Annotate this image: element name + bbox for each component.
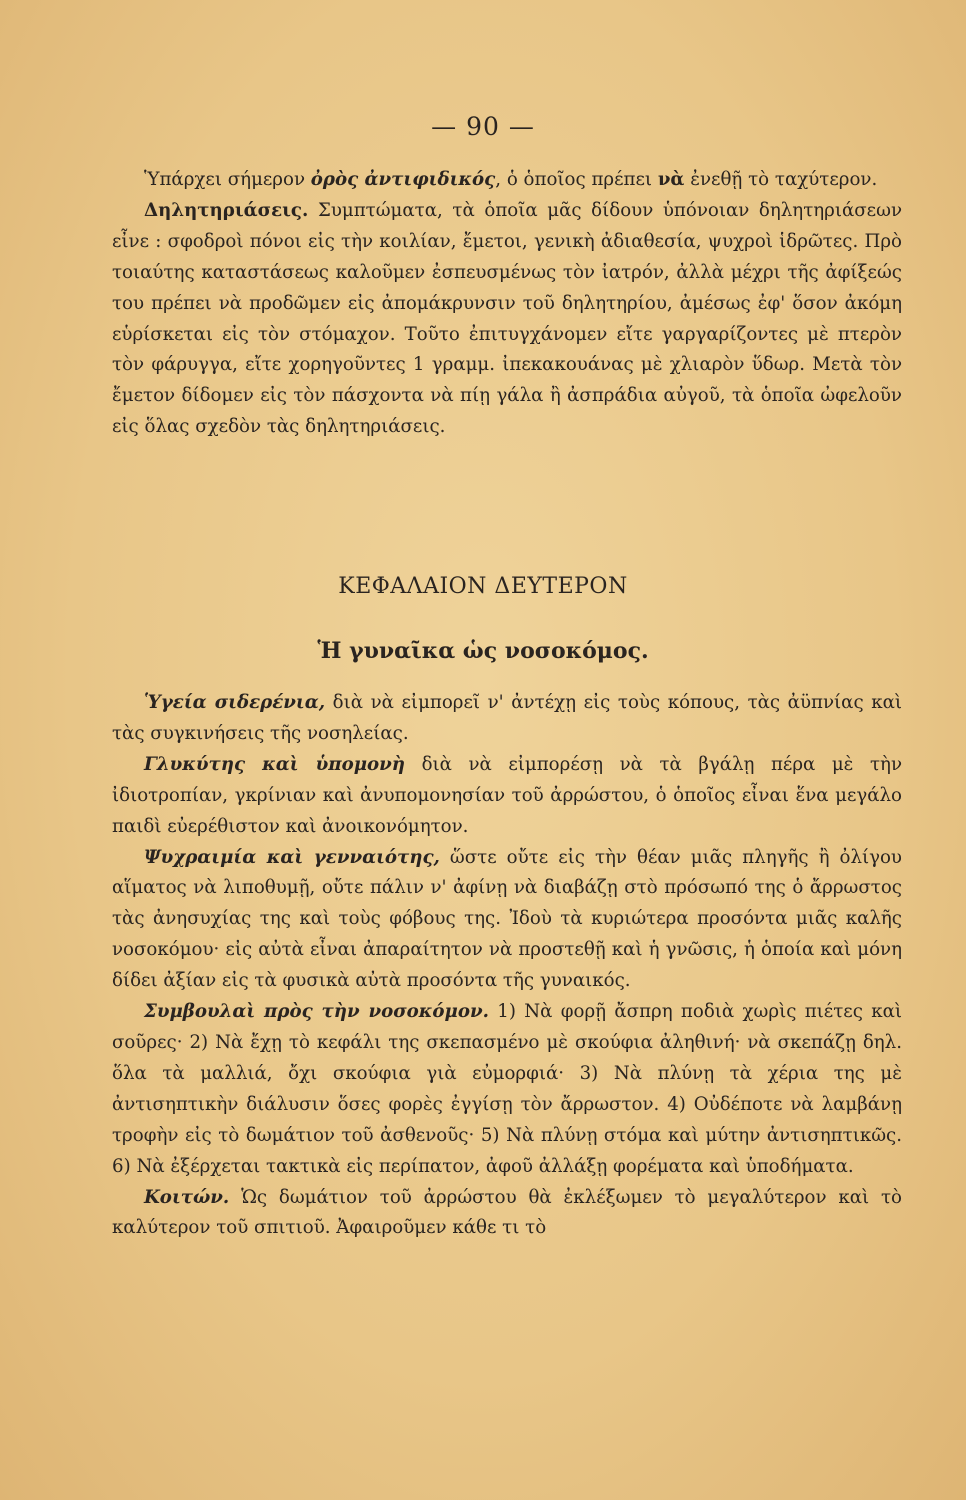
paragraph-text: ὥστε οὔτε εἰς τὴν θέαν μιᾶς πληγῆς ἢ ὀλίγου αἵματος νὰ λιποθυμῇ, οὔτε πάλιν ν' ἀφίνῃ νὰ διαβάζῃ στὸ πρόσωπό της ὁ ἄρρωστος τὰς ἀνησυχίας της καὶ τοὺς φόβους της. Ἰδοὺ τὰ κυριώτερα προσόντα μιᾶς καλῆς νοσοκόμου· εἰς αὐτὰ εἶναι ἀπαραίτητον νὰ προστεθῇ καὶ ἡ γνῶσις, ἡ ὁποία καὶ μόνη δίδει ἀξίαν εἰς τὰ φυσικὰ αὐτὰ προσόντα τῆς γυναικός. xyxy=(112,846,902,992)
antivenom-paragraph xyxy=(112,165,902,196)
quality-heading: Ψυχραιμία καὶ γενναιότης, xyxy=(144,846,440,868)
paragraph-text: Ὡς δωμάτιον τοῦ ἀρρώστου θὰ ἐκλέξωμεν τὸ μεγαλύτερον καὶ τὸ καλύτερον τοῦ σπιτιοῦ. Ἀφαιροῦμεν κάθε τι τὸ xyxy=(112,1186,902,1239)
room-heading: Κοιτών. xyxy=(144,1186,230,1208)
nurse-section xyxy=(112,688,902,1244)
antivenom-term: ὀρὸς ἀντιφιδικός xyxy=(310,169,496,190)
paragraph-text: , ὁ ὁποῖος πρέπει xyxy=(495,169,658,190)
chapter-title: ΚΕΦΑΛΑΙΟΝ ΔΕΥΤΕΡΟΝ xyxy=(338,574,628,599)
section-title: Ἡ γυναῖκα ὡς νοσοκόμος. xyxy=(317,638,649,664)
paragraph-text: διὰ νὰ εἰμπορεῖ ν' ἀντέχῃ εἰς τοὺς κόπους, τὰς ἀϋπνίας καὶ τὰς συγκινήσεις τῆς νοσηλείας. xyxy=(112,692,902,744)
paragraph-text: Ὑπάρχει σήμερον xyxy=(144,169,311,190)
paragraph-text: Συμπτώματα, τὰ ὁποῖα μᾶς δίδουν ὑπόνοιαν δηλητηριάσεων εἶνε : σφοδροὶ πόνοι εἰς τὴν κοιλίαν, ἔμετοι, γενικὴ ἀδιαθεσία, ψυχροὶ ἱδρῶτες. Πρὸ τοιαύτης καταστάσεως καλοῦμεν ἐσπευσμένως τὸν ἰατρόν, ἀλλὰ μέχρι τῆς ἀφίξεώς του πρέπει νὰ προδῶμεν εἰς ἀπομάκρυνσιν τοῦ δηλητηρίου, ἀμέσως ἐφ' ὅσον ἀκόμη εὑρίσκεται εἰς τὸν στόμαχον. Τοῦτο ἐπιτυγχάνομεν εἴτε γαργαρίζοντες μὲ πτερὸν τὸν φάρυγγα, εἴτε χορηγοῦντες 1 γραμμ. ἰπεκακουάνας μὲ χλιαρὸν ὕδωρ. Μετὰ τὸν ἔμετον δίδομεν εἰς τὸν πάσχοντα νὰ πίῃ γάλα ἢ ἀσπράδια αὐγοῦ, τὰ ὁποῖα ὠφελοῦν εἰς ὅλας σχεδὸν τὰς δηλητηριάσεις. xyxy=(112,199,902,438)
paragraph-text: διὰ νὰ εἰμπορέσῃ νὰ τὰ βγάλῃ πέρα μὲ τὴν ἰδιοτροπίαν, γκρίνιαν καὶ ἀνυπομονησίαν τοῦ ἀρρώστου, ὁ ὁποῖος εἶναι ἕνα μεγάλο παιδὶ εὐερέθιστον καὶ ἀνοικονόμητον. xyxy=(112,753,902,837)
paragraph-text: ἐνεθῇ τὸ ταχύτερον. xyxy=(684,169,878,190)
poisoning-paragraph xyxy=(112,196,902,443)
quality-paragraph xyxy=(112,843,902,998)
quality-heading: Γλυκύτης καὶ ὑπομονὴ xyxy=(144,753,406,775)
emphasis-text: νὰ xyxy=(657,169,685,190)
advice-paragraph xyxy=(112,997,902,1182)
quality-paragraph xyxy=(112,750,902,843)
quality-paragraph xyxy=(112,688,902,750)
paragraph-text: 1) Νὰ φορῇ ἄσπρη ποδιὰ χωρὶς πιέτες καὶ σοῦρες· 2) Νὰ ἔχῃ τὸ κεφάλι της σκεπασμένο μὲ σκούφια ἀληθινή· νὰ σκεπάζῃ δηλ. ὅλα τὰ μαλλιά, ὄχι σκούφια γιὰ εὐμορφιά· 3) Νὰ πλύνῃ τὰ χέρια της μὲ ἀντισηπτικὴν διάλυσιν ὅσες φορὲς ἐγγίσῃ τὸν ἄρρωστον. 4) Οὐδέποτε νὰ λαμβάνῃ τροφὴν εἰς τὸ δωμάτιον τοῦ ἀσθενοῦς· 5) Νὰ πλύνῃ στόμα καὶ μύτην ἀντισηπτικῶς. 6) Νὰ ἐξέρχεται τακτικὰ εἰς περίπατον, ἀφοῦ ἀλλάξῃ φορέματα καὶ ὑποδήματα. xyxy=(112,1001,902,1177)
quality-heading: Ὑγεία σιδερένια, xyxy=(144,692,326,713)
room-paragraph xyxy=(112,1183,902,1245)
advice-heading: Συμβουλαὶ πρὸς τὴν νοσοκόμον. xyxy=(144,1001,489,1023)
page-number: — 90 — xyxy=(431,112,535,141)
poisoning-heading: Δηλητηριάσεις. xyxy=(144,199,309,221)
intro-section xyxy=(112,165,902,443)
